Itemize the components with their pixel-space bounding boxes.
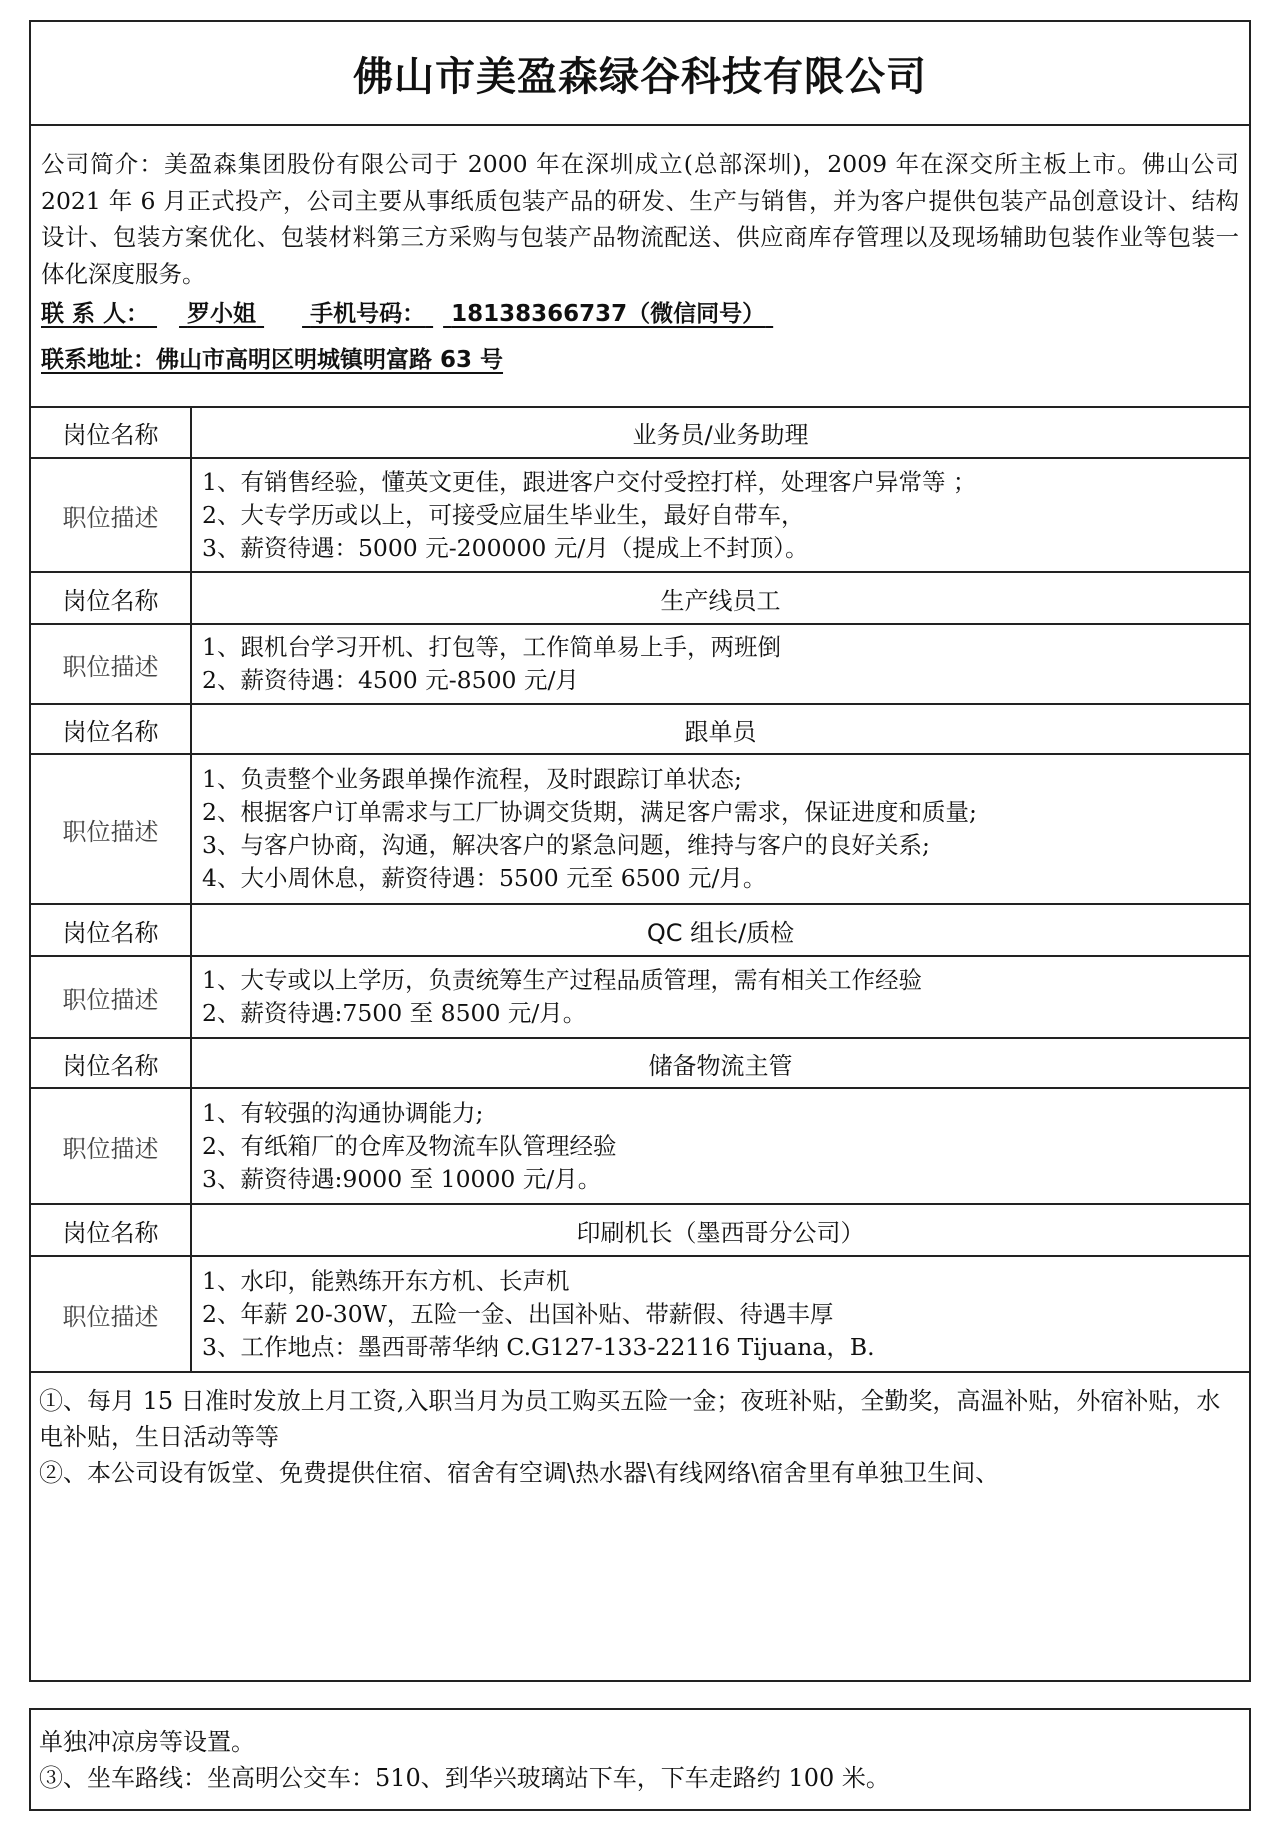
job-title: 印刷机长（墨西哥分公司） (191, 1204, 1249, 1256)
jobs-table (31, 408, 1249, 1373)
job-desc-line: 1、有较强的沟通协调能力; (202, 1098, 484, 1127)
job-title-row (31, 704, 1249, 754)
job-desc-row (31, 458, 1249, 572)
job-title-row (31, 1204, 1249, 1256)
job-desc-line: 2、薪资待遇:7500 至 8500 元/月。 (202, 999, 587, 1027)
job-desc-row (31, 754, 1249, 904)
benefit-item: ①、每月 15 日准时发放上月工资,入职当月为员工购买五险一金；夜班补贴，全勤奖，高温补贴，外宿补贴，水电补贴，生日活动等等 (39, 1387, 1221, 1451)
job-name-label: 岗位名称 (31, 904, 191, 956)
job-desc-line: 3、薪资待遇：5000 元-200000 元/月（提成上不封顶）。 (202, 533, 809, 562)
benefits-continued (31, 1710, 1249, 1796)
company-title: 佛山市美盈森绿谷科技有限公司 (31, 22, 1249, 126)
job-desc-label: 职位描述 (31, 1256, 191, 1372)
job-title-row (31, 408, 1249, 458)
poster-page-2 (29, 1708, 1251, 1811)
job-title: 储备物流主管 (191, 1038, 1249, 1088)
job-desc-label: 职位描述 (31, 1088, 191, 1204)
job-title: 跟单员 (191, 704, 1249, 754)
benefit-item: ②、本公司设有饭堂、免费提供住宿、宿舍有空调\热水器\有线网络\宿舍里有单独卫生间、 (39, 1459, 1000, 1487)
benefits-section (31, 1373, 1249, 1491)
contact-person-label: 联 系 人： (41, 301, 150, 327)
contact-line (41, 301, 787, 327)
job-desc-row (31, 624, 1249, 704)
job-name-label: 岗位名称 (31, 1204, 191, 1256)
phone-label: 手机号码： (310, 301, 426, 327)
company-intro: 公司简介：美盈森集团股份有限公司于 2000 年在深圳成立(总部深圳)，2009 年在深交所主板上市。佛山公司 2021 年 6 月正式投产，公司主要从事纸质包装产品的研发、生产与销售，并为客户提供包装产品创意设计、结构设计、包装方案优化、包装材料第三方采购与包装产品物流配送、供应商库存管理以及现场辅助包装作业等包装一体化深度服务。 (41, 150, 1239, 288)
job-desc-line: 3、工作地点：墨西哥蒂华纳 C.G127-133-22116 Tijuana，B. (202, 1332, 875, 1361)
job-desc-label: 职位描述 (31, 458, 191, 572)
job-title-row (31, 904, 1249, 956)
job-desc-line: 3、与客户协商，沟通，解决客户的紧急问题，维持与客户的良好关系; (202, 831, 930, 859)
job-desc (191, 1088, 1249, 1204)
contact-info (41, 296, 1239, 378)
job-desc-line: 2、有纸箱厂的仓库及物流车队管理经验 (202, 1131, 617, 1160)
job-desc (191, 458, 1249, 572)
job-title: 生产线员工 (191, 572, 1249, 624)
job-desc-row (31, 1088, 1249, 1204)
job-name-label: 岗位名称 (31, 408, 191, 458)
job-desc-line: 3、薪资待遇:9000 至 10000 元/月。 (202, 1164, 602, 1193)
job-desc (191, 624, 1249, 704)
job-desc-line: 2、薪资待遇：4500 元-8500 元/月 (202, 666, 579, 694)
job-name-label: 岗位名称 (31, 704, 191, 754)
job-desc-line: 2、根据客户订单需求与工厂协调交货期，满足客户需求，保证进度和质量; (202, 798, 977, 826)
contact-row (41, 296, 1239, 332)
job-desc-line: 1、负责整个业务跟单操作流程，及时跟踪订单状态; (202, 765, 742, 793)
company-intro-section (31, 126, 1249, 408)
job-name-label: 岗位名称 (31, 1038, 191, 1088)
benefit-item: ③、坐车路线：坐高明公交车：510、到华兴玻璃站下车，下车走路约 100 米。 (39, 1764, 890, 1792)
job-desc-line: 1、有销售经验，懂英文更佳，跟进客户交付受控打样，处理客户异常等 ； (202, 467, 977, 496)
poster-page-1 (29, 20, 1251, 1682)
job-desc-row (31, 1256, 1249, 1372)
benefit-item-continued: 单独冲凉房等设置。 (39, 1728, 255, 1756)
job-title-row (31, 572, 1249, 624)
phone-number: 18138366737（微信同号） (451, 301, 766, 327)
job-desc (191, 754, 1249, 904)
job-desc-label: 职位描述 (31, 754, 191, 904)
address-row (41, 342, 1239, 378)
job-desc-line: 4、大小周休息，薪资待遇：5500 元至 6500 元/月。 (202, 864, 767, 892)
job-desc (191, 956, 1249, 1038)
job-desc-line: 1、大专或以上学历，负责统筹生产过程品质管理，需有相关工作经验 (202, 966, 922, 994)
job-name-label: 岗位名称 (31, 572, 191, 624)
contact-person: 罗小姐 (187, 301, 257, 327)
job-desc-row (31, 956, 1249, 1038)
job-desc-line: 1、跟机台学习开机、打包等，工作简单易上手，两班倒 (202, 633, 781, 661)
job-desc-line: 1、水印，能熟练开东方机、长声机 (202, 1266, 570, 1295)
job-desc-line: 2、大专学历或以上，可接受应届生毕业生，最好自带车， (202, 500, 805, 529)
job-title: 业务员/业务助理 (191, 408, 1249, 458)
job-desc-line: 2、年薪 20-30W，五险一金、出国补贴、带薪假、待遇丰厚 (202, 1299, 834, 1328)
job-title-row (31, 1038, 1249, 1088)
job-desc-label: 职位描述 (31, 624, 191, 704)
contact-address: 联系地址：佛山市高明区明城镇明富路 63 号 (41, 347, 504, 373)
job-title: QC 组长/质检 (191, 904, 1249, 956)
job-desc-label: 职位描述 (31, 956, 191, 1038)
job-desc (191, 1256, 1249, 1372)
